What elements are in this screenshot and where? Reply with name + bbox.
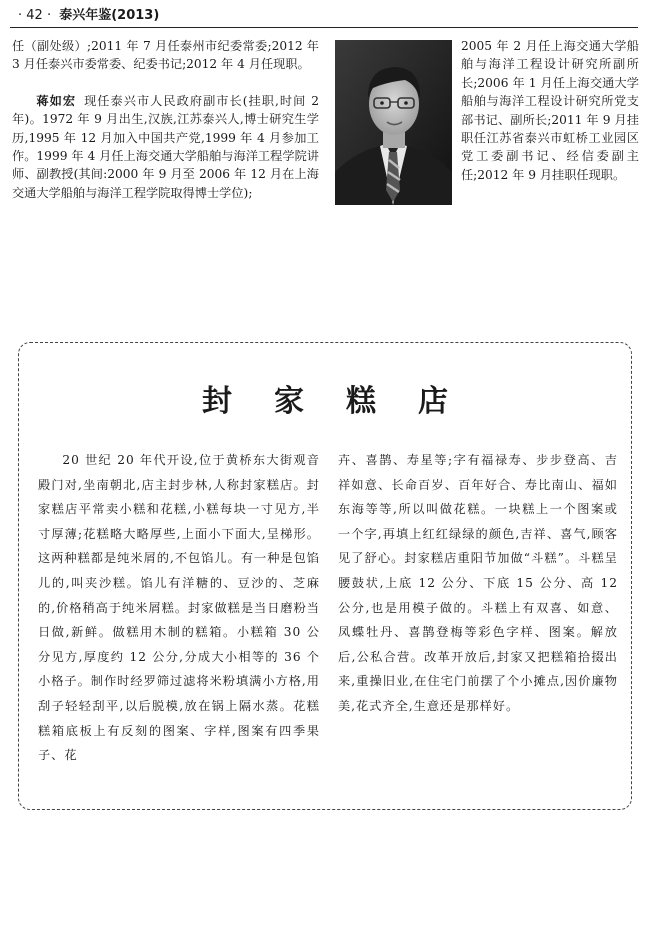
profile-left-column (12, 37, 319, 202)
article-title: 封家糕店 (202, 384, 490, 419)
portrait-image (335, 40, 452, 205)
article-left-column (38, 448, 320, 768)
header-rule (10, 27, 638, 28)
profile-name: 蒋如宏 (36, 93, 77, 108)
page-number: · 42 · (18, 8, 52, 23)
previous-profile-text: 任（副处级）;2011 年 7 月任泰州市纪委常委;2012 年 3 月任泰兴市委常委、纪委书记;2012 年 4 月任现职。 (12, 39, 319, 72)
article-right-column (338, 448, 618, 719)
profile-bio-left: 现任泰兴市人民政府副市长(挂职,时间 2 年)。1972 年 9 月出生,汉族,江苏泰兴人,博士研究生学历,1995 年 12 月加入中国共产党,1999 年 4 月参加工作。1999 年 4 月任上海交通大学船舶与海洋工程学院讲师、副教授(其间:2000 年 9 月至 2006 年 12 月在上海交通大学船舶与海洋工程学院取得博士学位); (12, 93, 319, 200)
book-title: 泰兴年鉴(2013) (59, 8, 160, 23)
profile-bio-right: 2005 年 2 月任上海交通大学船舶与海洋工程设计研究所副所长;2006 年 1 月任上海交通大学船舶与海洋工程设计研究所党支部书记、副所长;2011 年 9 月挂职任江苏省泰兴市虹桥工业园区党工委副书记、经信委副主任;2012 年 9 月挂职任现职。 (461, 39, 639, 182)
portrait-photo (335, 40, 452, 205)
profile-bio-paragraph (12, 92, 319, 202)
article-body-right: 卉、喜鹊、寿星等;字有福禄寿、步步登高、吉祥如意、长命百岁、百年好合、寿比南山、福如东海等等,所以叫做花糕。一块糕上一个图案或一个字,再填上红红绿绿的颜色,吉祥、喜气,顾客见了舒心。封家糕店重阳节加做“斗糕”。斗糕呈腰鼓状,上底 12 公分、下底 15 公分、高 12 公分,也是用模子做的。斗糕上有双喜、如意、凤蝶牡丹、喜鹊登梅等彩色字样、图案。解放后,公私合营。改革开放后,封家又把糕箱拾掇出来,重操旧业,在住宅门前摆了个小摊点,因价廉物美,花式齐全,生意还是那样好。 (338, 453, 618, 713)
profile-right-column (461, 37, 639, 184)
page-header (18, 6, 632, 28)
article-body-left: 20 世纪 20 年代开设,位于黄桥东大街观音殿门对,坐南朝北,店主封步林,人称封家糕店。封家糕店平常卖小糕和花糕,小糕每块一寸见方,半寸厚薄;花糕略大略厚些,上面小下面大,呈梯形。这两种糕都是纯米屑的,不包馅儿。有一种是包馅儿的,叫夹沙糕。馅儿有洋糖的、豆沙的、芝麻的,价格稍高于纯米屑糕。封家做糕是当日磨粉当日做,新鲜。做糕用木制的糕箱。小糕箱 30 公分见方,厚度约 12 公分,分成大小相等的 36 个小格子。制作时经罗筛过滤将米粉填满小方格,用刮子轻轻刮平,以后脱模,放在锅上隔水蒸。花糕糕箱底板上有反刻的图案、字样,图案有四季果子、花 (38, 453, 320, 763)
